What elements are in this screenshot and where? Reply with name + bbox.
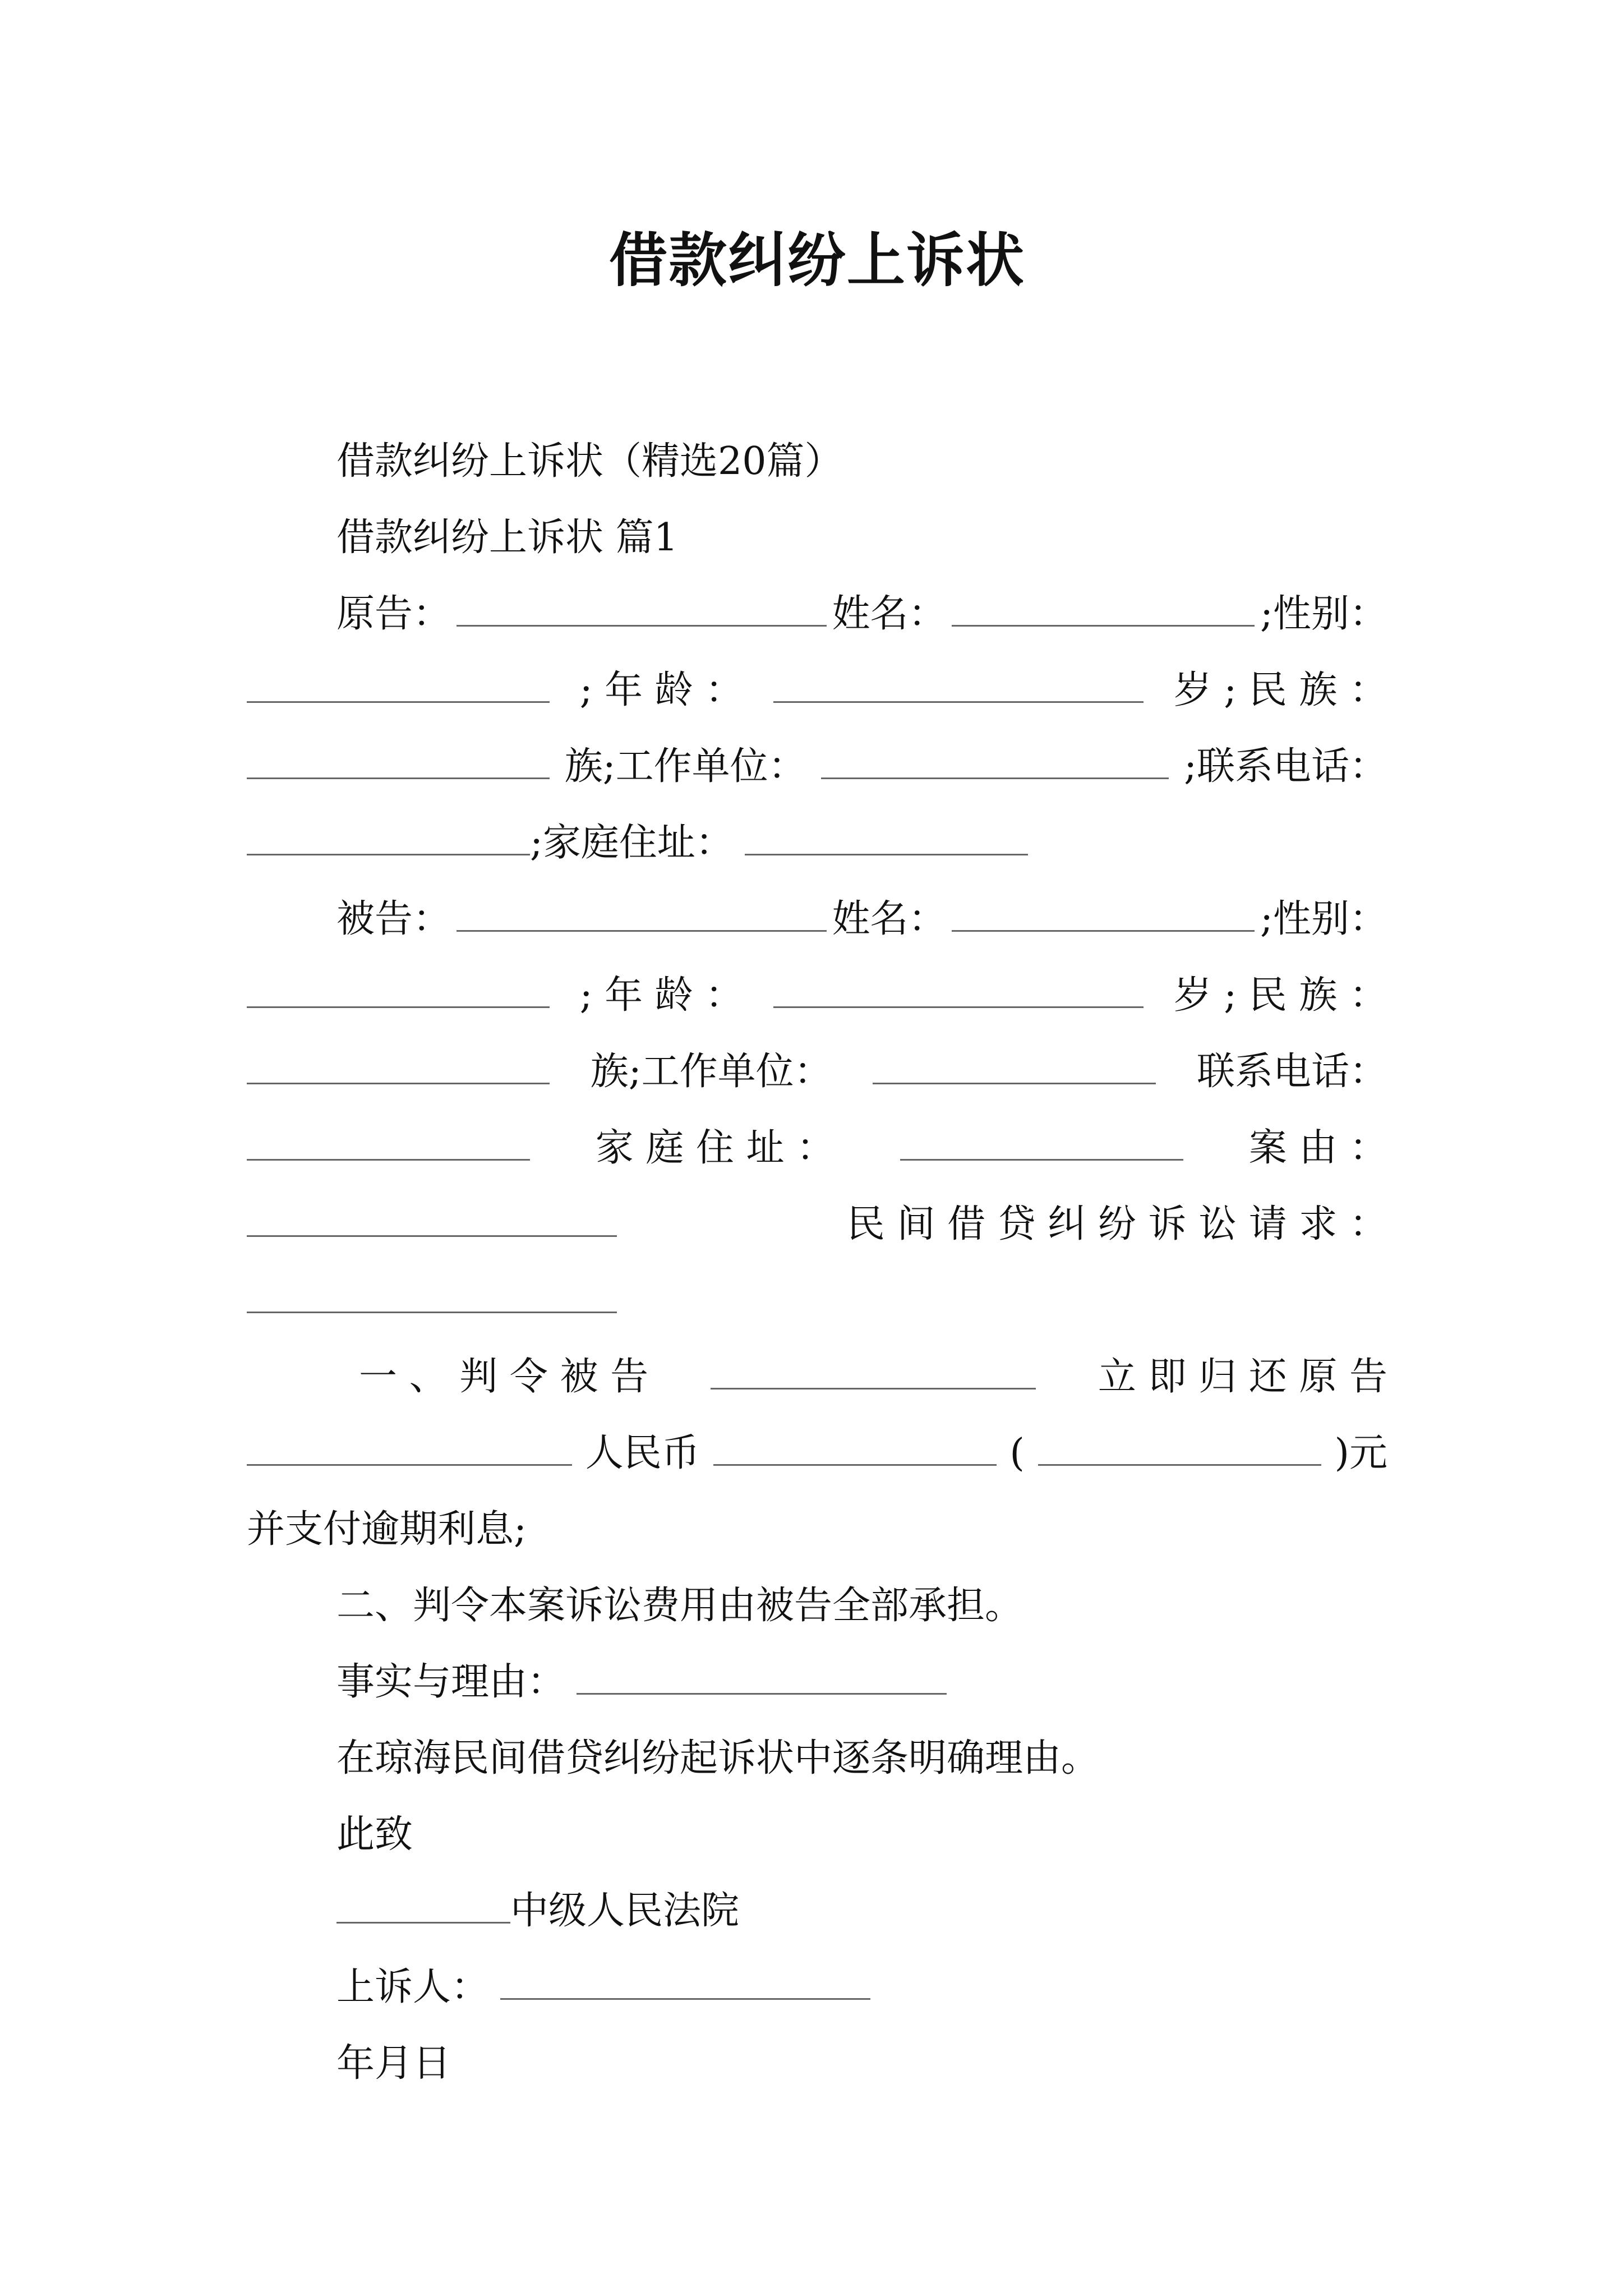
date-line: 年月日 (336, 2041, 451, 2086)
claim-1-line-3: 并支付逾期利息; (247, 1507, 527, 1552)
claim-1-paren-open: ( (1009, 1431, 1025, 1475)
defendant-address-blank[interactable] (900, 1128, 1183, 1161)
plaintiff-age-label: ; 年 龄 ： (579, 668, 744, 712)
plaintiff-gender-label: ;性别： (1260, 592, 1387, 636)
defendant-claim-blank[interactable] (247, 1280, 617, 1313)
plaintiff-blank[interactable] (457, 593, 827, 627)
defendant-blank[interactable] (457, 899, 827, 932)
defendant-name-label: 姓名： (832, 897, 947, 941)
defendant-work-blank[interactable] (873, 1051, 1156, 1084)
plaintiff-work-blank[interactable] (821, 746, 1169, 779)
defendant-line-3 (247, 1034, 1387, 1110)
document-title: 借款纠纷上诉状 (608, 226, 1025, 295)
defendant-claim-label: 民 间 借 贷 纠 纷 诉 讼 请 求 ： (846, 1202, 1387, 1246)
defendant-address-label: 家 庭 住 址 ： (595, 1126, 835, 1170)
defendant-line-6 (247, 1263, 1387, 1339)
closing: 此致 (336, 1812, 413, 1857)
court-suffix: 中级人民法院 (510, 1889, 740, 1933)
plaintiff-address-label: ;家庭住址： (530, 821, 734, 865)
claim-1-amount-words-blank[interactable] (1038, 1433, 1321, 1466)
plaintiff-name-label: 姓名： (832, 592, 947, 636)
facts-blank[interactable] (577, 1662, 947, 1695)
plaintiff-line-3 (247, 729, 1387, 805)
defendant-age-unit: 岁 ; 民 族 ： (1173, 973, 1387, 1018)
claim-1-part1: 一 、 判 令 被 告 (359, 1355, 649, 1399)
claim-1-line-1 (247, 1339, 1387, 1415)
court-line (247, 1873, 1387, 1949)
plaintiff-phone-blank[interactable] (247, 822, 530, 855)
defendant-line-4 (247, 1110, 1387, 1186)
defendant-ethnic-label: 族;工作单位： (590, 1050, 832, 1094)
defendant-name-blank[interactable] (952, 899, 1255, 932)
appellant-line (247, 1949, 1387, 2026)
defendant-phone-blank[interactable] (247, 1128, 530, 1161)
defendant-gender-label: ;性别： (1260, 897, 1387, 941)
plaintiff-label: 原告： (336, 592, 451, 636)
plaintiff-age-blank[interactable] (773, 670, 1144, 703)
defendant-age-blank[interactable] (773, 975, 1144, 1008)
appellant-label: 上诉人： (336, 1965, 490, 2009)
plaintiff-line-1 (247, 576, 1387, 652)
defendant-line-1 (247, 881, 1387, 958)
defendant-line-5 (247, 1186, 1387, 1263)
plaintiff-name-blank[interactable] (952, 593, 1255, 627)
plaintiff-age-unit: 岁 ; 民 族 ： (1173, 668, 1387, 712)
plaintiff-phone-label: ;联系电话： (1184, 744, 1387, 789)
subtitle: 借款纠纷上诉状（精选20篇） (336, 439, 843, 484)
plaintiff-line-4 (247, 805, 1387, 881)
claim-1-line-2 (247, 1415, 1387, 1492)
defendant-phone-label: 联系电话： (1196, 1050, 1387, 1094)
defendant-case-blank[interactable] (247, 1204, 617, 1237)
defendant-age-label: ; 年 龄 ： (579, 973, 744, 1018)
claim-1-part2: 立 即 归 还 原 告 (1098, 1355, 1387, 1399)
claim-1-paren-close: )元 (1334, 1431, 1387, 1475)
plaintiff-ethnic-blank[interactable] (247, 746, 550, 779)
claim-1-rmb-label: 人民币 (585, 1431, 700, 1475)
defendant-ethnic-blank[interactable] (247, 1051, 550, 1084)
defendant-label: 被告： (336, 897, 451, 941)
claim-1-defendant-blank[interactable] (711, 1356, 1036, 1389)
appellant-blank[interactable] (500, 1967, 870, 2000)
plaintiff-ethnic-label: 族;工作单位： (564, 744, 806, 789)
plaintiff-gender-blank[interactable] (247, 670, 550, 703)
plaintiff-line-2 (247, 652, 1387, 729)
plaintiff-address-blank[interactable] (745, 822, 1028, 855)
claim-2: 二、判令本案诉讼费用由被告全部承担。 (336, 1584, 1023, 1628)
defendant-case-label: 案 由 ： (1248, 1126, 1387, 1170)
facts-label: 事实与理由： (336, 1660, 566, 1704)
defendant-gender-blank[interactable] (247, 975, 550, 1008)
claim-1-amount-blank[interactable] (713, 1433, 997, 1466)
court-blank[interactable] (336, 1890, 510, 1924)
facts-line (247, 1644, 1387, 1720)
section-heading: 借款纠纷上诉状 篇1 (336, 516, 678, 560)
defendant-line-2 (247, 958, 1387, 1034)
claim-1-plaintiff-blank[interactable] (247, 1433, 572, 1466)
facts-text: 在琼海民间借贷纠纷起诉状中逐条明确理由。 (336, 1736, 1100, 1780)
